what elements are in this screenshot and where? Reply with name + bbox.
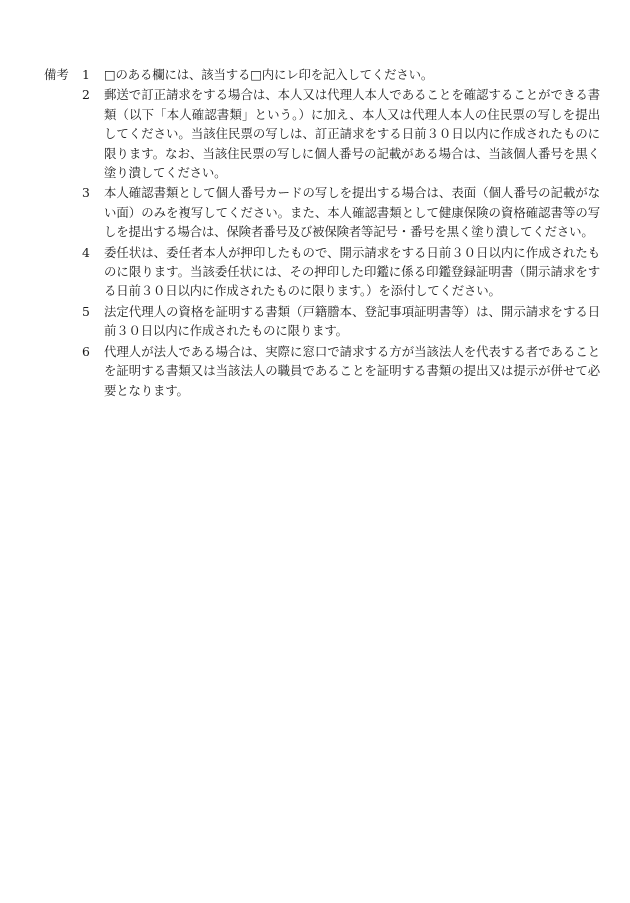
remark-number: 5 (82, 303, 90, 319)
remark-item-5 (82, 302, 600, 341)
remark-item-4 (82, 243, 600, 301)
remark-text: 法定代理人の資格を証明する書類（戸籍謄本、登記事項証明書等）は、開示請求をする日前３０日以内に作成されたものに限ります。 (104, 303, 600, 339)
remark-number: 6 (82, 343, 90, 359)
remark-number: 1 (82, 67, 90, 82)
remark-item-6 (82, 342, 600, 400)
remark-number: 4 (82, 244, 90, 260)
remark-text: 郵送で訂正請求をする場合は、本人又は代理人本人であることを確認することができる書類（以下「本人確認書類」という。）に加え、本人又は代理人本人の住民票の写しを提出してください。当該住民票の写しは、訂正請求をする日前３０日以内に作成されたものに限ります。なお、当該住民票の写しに個人番号の記載がある場合は、当該個人番号を黒く塗り潰してください。 (104, 87, 600, 181)
remark-number: 2 (82, 87, 90, 103)
remark-number: 3 (82, 185, 90, 201)
remarks-label: 備考 (44, 67, 69, 82)
remark-text: 委任状は、委任者本人が押印したもので、開示請求をする日前３０日以内に作成されたものに限ります。当該委任状には、その押印した印鑑に係る印鑑登録証明書（開示請求をする日前３０日以内に作成されたものに限ります。）を添付してください。 (104, 244, 600, 299)
remark-item-2 (82, 85, 600, 182)
remarks-section (44, 65, 600, 401)
remark-item-1 (82, 65, 600, 84)
remark-text: 代理人が法人である場合は、実際に窓口で請求する方が当該法人を代表する者であることを証明する書類又は当該法人の職員であることを証明する書類の提出又は提示が併せて必要となります。 (104, 343, 600, 398)
remarks-list (82, 65, 600, 401)
remark-item-3 (82, 183, 600, 241)
remark-text: 本人確認書類として個人番号カードの写しを提出する場合は、表面（個人番号の記載がない面）のみを複写してください。また、本人確認書類として健康保険の資格確認書等の写しを提出する場合は、保険者番号及び被保険者等記号・番号を黒く塗り潰してください。 (104, 185, 600, 240)
remark-text: □のある欄には、該当する□内にレ印を記入してください。 (104, 67, 434, 82)
